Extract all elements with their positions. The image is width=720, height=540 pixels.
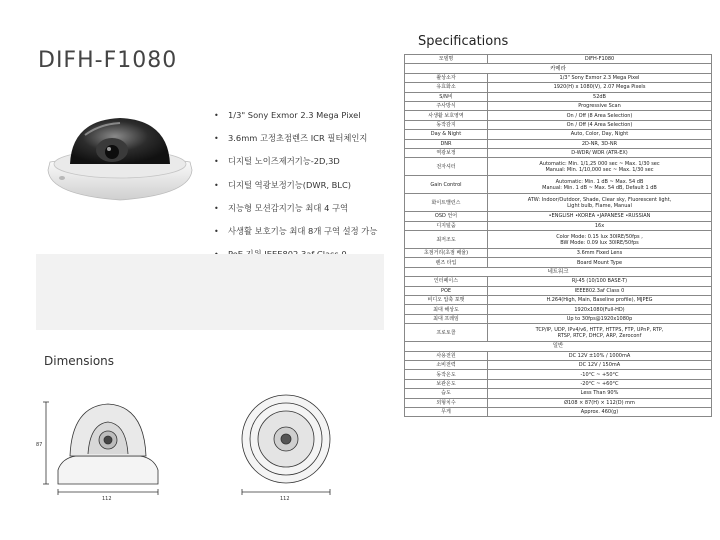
spec-value-line: Manual: Min. 1 dB ~ Max. 54 dB, Default 1 dB xyxy=(542,184,657,191)
spec-row xyxy=(405,277,712,286)
spec-value xyxy=(488,407,712,416)
spec-label: 유효화소 xyxy=(405,83,488,92)
spec-label: 역광보정 xyxy=(405,148,488,157)
spec-value-line: D-WDR/ WDR (ATR-EX) xyxy=(571,150,628,157)
spec-value xyxy=(488,296,712,305)
spec-value xyxy=(488,111,712,120)
spec-value-line: 16x xyxy=(594,222,605,229)
spec-section-label: 카메라 xyxy=(405,64,712,73)
spec-value xyxy=(488,101,712,110)
spec-label: 습도 xyxy=(405,389,488,398)
spec-label: 무게 xyxy=(405,407,488,416)
model-title: DIFH-F1080 xyxy=(38,48,178,73)
spec-value xyxy=(488,324,712,342)
spec-value-line: Automatic: Min. 1/1,25 000 sec ~ Max. 1/30 sec xyxy=(539,160,660,167)
spec-value xyxy=(488,398,712,407)
spec-value-line: 1/3" Sony Exmor 2.3 Mega Pixel xyxy=(559,74,640,81)
spec-value xyxy=(488,55,712,64)
spec-value-line: Automatic: Min. 1 dB ~ Max. 54 dB xyxy=(555,178,644,185)
bullet-icon: • xyxy=(214,203,219,213)
spec-value xyxy=(488,158,712,176)
feature-text: 1/3" Sony Exmor 2.3 Mega Pixel xyxy=(228,110,361,120)
spec-value-line: Manual: Min. 1/10,000 sec ~ Max. 1/30 sec xyxy=(545,166,654,173)
dimensions-heading: Dimensions xyxy=(44,354,115,368)
spec-value-line: On / Off (4 Area Selection) xyxy=(566,121,633,128)
spec-row xyxy=(405,158,712,176)
spec-row xyxy=(405,221,712,230)
spec-value-line: On / Off (8 Area Selection) xyxy=(566,112,633,119)
spec-row xyxy=(405,176,712,194)
spec-row xyxy=(405,231,712,249)
spec-value-line: Color Mode: 0.15 lux 30IRE/50fps , xyxy=(556,233,643,240)
spec-label: 사용전원 xyxy=(405,351,488,360)
feature-item xyxy=(214,150,377,173)
spec-row xyxy=(405,73,712,82)
spec-label: 소비전력 xyxy=(405,360,488,369)
spec-value-line: 3.6mm Fixed Lens xyxy=(576,250,623,257)
spec-row xyxy=(405,370,712,379)
spec-row xyxy=(405,398,712,407)
feature-text: 디지털 노이즈제거기능-2D,3D xyxy=(228,156,340,167)
spec-row xyxy=(405,212,712,221)
spec-label: 모델명 xyxy=(405,55,488,64)
spec-label: 화이트밸런스 xyxy=(405,194,488,212)
spec-row xyxy=(405,249,712,258)
spec-value-line: Less Than 90% xyxy=(580,390,619,397)
spec-label: 최대 프레임 xyxy=(405,314,488,323)
bullet-icon: • xyxy=(214,180,219,190)
spec-section-label: 일반 xyxy=(405,342,712,351)
spec-label: 사생활 보호영역 xyxy=(405,111,488,120)
dome-camera-photo xyxy=(40,100,200,210)
spec-value xyxy=(488,139,712,148)
spec-row xyxy=(405,360,712,369)
spec-row xyxy=(405,286,712,295)
spec-row xyxy=(405,194,712,212)
spec-value-line: RJ-45 (10/100 BASE-T) xyxy=(571,278,628,285)
bullet-icon: • xyxy=(214,111,219,120)
spec-value-line: Approx. 460(g) xyxy=(580,409,619,416)
spec-row xyxy=(405,296,712,305)
spec-value-line: Up to 30fps@1920x1080p xyxy=(566,316,633,322)
spec-value-line: H.264(High, Main, Baseline profile), MJPEG xyxy=(546,297,653,304)
spec-label: POE xyxy=(405,286,488,295)
spec-label: DNR xyxy=(405,139,488,148)
spec-row xyxy=(405,55,712,64)
spec-value-line: Light bulb, Flame, Manual xyxy=(567,202,632,209)
spec-section-row xyxy=(405,267,712,276)
spec-value-line: Board Mount Type xyxy=(576,259,623,266)
feature-text: 디지털 역광보정기능(DWR, BLC) xyxy=(228,179,351,190)
spec-label: Day & Night xyxy=(405,130,488,139)
spec-value-line: TCP/IP, UDP, IPv4/v6, HTTP, HTTPS, FTP, UPnP, RTP, xyxy=(535,326,664,333)
spec-value xyxy=(488,277,712,286)
specifications-table xyxy=(404,54,712,417)
spec-value-line: •ENGLISH •KOREA •JAPANESE •RUSSIAN xyxy=(548,213,651,220)
spec-value xyxy=(488,221,712,230)
spec-value xyxy=(488,249,712,258)
spec-row xyxy=(405,379,712,388)
height-dimension-label: 87 xyxy=(36,442,43,448)
spec-value-line: BW Mode: 0.09 lux 30IRE/50fps xyxy=(560,239,639,246)
spec-section-row xyxy=(405,342,712,351)
spec-value-line: DC 12V ±10% / 1000mA xyxy=(568,352,631,359)
spec-label: 최대 해상도 xyxy=(405,305,488,314)
spec-row xyxy=(405,101,712,110)
spec-label: 프로토콜 xyxy=(405,324,488,342)
spec-row xyxy=(405,111,712,120)
spec-value-line: 2D-NR, 3D-NR xyxy=(581,140,618,147)
bullet-icon: • xyxy=(214,157,219,167)
spec-label: Gain Control xyxy=(405,176,488,194)
feature-text: 3.6mm 고정초점렌즈 ICR 필터체인지 xyxy=(228,133,368,144)
spec-value xyxy=(488,194,712,212)
spec-value xyxy=(488,92,712,101)
spec-row xyxy=(405,148,712,157)
bullet-icon: • xyxy=(214,226,219,236)
spec-value xyxy=(488,314,712,323)
spec-row xyxy=(405,314,712,323)
spec-label: 보관온도 xyxy=(405,379,488,388)
spec-value-line: ATW: Indoor/Outdoor, Shade, Clear sky, Fluorescent light, xyxy=(527,196,672,203)
spec-label: 전자셔터 xyxy=(405,158,488,176)
spec-value-line: Auto, Color, Day, Night xyxy=(570,131,629,138)
feature-item xyxy=(214,220,377,243)
spec-value-line: -20°C ~ +60°C xyxy=(580,380,619,387)
spec-label: 촬상소자 xyxy=(405,73,488,82)
spec-value-line: -10°C ~ +50°C xyxy=(580,371,619,378)
spec-row xyxy=(405,389,712,398)
feature-item xyxy=(214,197,377,220)
spec-value xyxy=(488,351,712,360)
spec-value xyxy=(488,231,712,249)
spec-value xyxy=(488,258,712,267)
spec-label: 동작감지 xyxy=(405,120,488,129)
spec-label: 렌즈 타입 xyxy=(405,258,488,267)
spec-value-line: Progressive Scan xyxy=(578,103,621,110)
side-view-drawing xyxy=(43,402,158,495)
spec-row xyxy=(405,324,712,342)
spec-value xyxy=(488,176,712,194)
feature-item xyxy=(214,104,377,127)
spec-label: 주사방식 xyxy=(405,101,488,110)
spec-value xyxy=(488,148,712,157)
spec-row xyxy=(405,407,712,416)
spec-label: OSD 언어 xyxy=(405,212,488,221)
spec-value xyxy=(488,389,712,398)
spec-value-line: 52dB xyxy=(593,93,606,100)
specifications-heading: Specifications xyxy=(418,34,509,49)
spec-value xyxy=(488,379,712,388)
spec-value-line: 1920(H) x 1080(V), 2.07 Mega Pixels xyxy=(553,84,646,91)
spec-value xyxy=(488,120,712,129)
spec-label: S/N비 xyxy=(405,92,488,101)
spec-value xyxy=(488,73,712,82)
spec-row xyxy=(405,83,712,92)
spec-label: 동작온도 xyxy=(405,370,488,379)
top-view-drawing xyxy=(242,395,330,495)
spec-value-line: RTSP, RTCP, DHCP, ARP, Zeroconf xyxy=(557,332,642,339)
spec-section-row xyxy=(405,64,712,73)
spec-row xyxy=(405,92,712,101)
feature-item xyxy=(214,127,377,150)
feature-text: 지능형 모션감지기능 최대 4 구역 xyxy=(228,202,349,213)
spec-label: 비디오 압축 포맷 xyxy=(405,296,488,305)
spec-value-line: IEEE802.3af Class 0 xyxy=(574,287,625,294)
spec-value xyxy=(488,305,712,314)
spec-label: 디지털줌 xyxy=(405,221,488,230)
spec-row xyxy=(405,351,712,360)
feature-text: 사생활 보호기능 최대 8개 구역 설정 가능 xyxy=(228,225,378,236)
spec-row xyxy=(405,258,712,267)
front-width-dimension-label: 112 xyxy=(280,496,290,502)
spec-value xyxy=(488,83,712,92)
spec-value xyxy=(488,360,712,369)
spec-label: 인터페이스 xyxy=(405,277,488,286)
spec-value xyxy=(488,212,712,221)
spec-label: 최저조도 xyxy=(405,231,488,249)
spec-value-line: Ø108 × 87(H) × 112(D) mm xyxy=(564,399,635,406)
spec-label: 초점거리(초점 배율) xyxy=(405,249,488,258)
spec-value xyxy=(488,370,712,379)
spec-row xyxy=(405,120,712,129)
dimension-drawings xyxy=(36,384,384,502)
spec-value-line: DC 12V / 150mA xyxy=(578,362,621,369)
feature-item xyxy=(214,174,377,197)
spec-value xyxy=(488,286,712,295)
spec-row xyxy=(405,305,712,314)
blank-panel xyxy=(36,254,384,330)
spec-value-line: 1920x1080(Full-HD) xyxy=(574,306,625,313)
spec-value-line: DIFH-F1080 xyxy=(584,56,615,63)
spec-section-label: 네트워크 xyxy=(405,267,712,276)
bullet-icon: • xyxy=(214,134,219,144)
spec-value xyxy=(488,130,712,139)
spec-label: 외형치수 xyxy=(405,398,488,407)
spec-row xyxy=(405,139,712,148)
spec-row xyxy=(405,130,712,139)
side-width-dimension-label: 112 xyxy=(102,496,112,502)
